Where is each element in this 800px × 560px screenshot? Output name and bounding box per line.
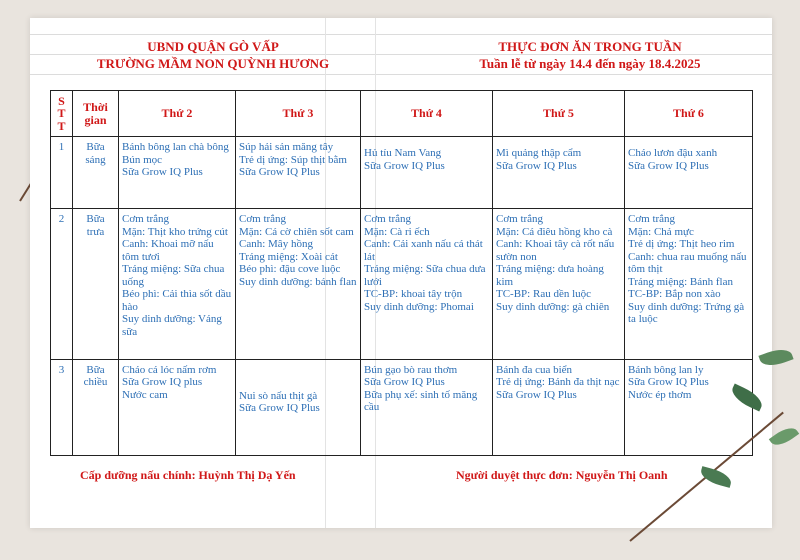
menu-item: Bữa phụ xế: sinh tố măng cầu bbox=[364, 388, 478, 414]
menu-approver: Người duyệt thực đơn: Nguyễn Thị Oanh bbox=[456, 468, 668, 482]
menu-cell bbox=[361, 137, 493, 209]
district-name: UBND QUẬN GÒ VẤP bbox=[147, 39, 279, 54]
menu-item: Béo phì: đậu cove luộc bbox=[239, 263, 341, 276]
menu-item: Mặn: Thịt kho trứng cút bbox=[122, 225, 228, 238]
menu-cell bbox=[361, 209, 493, 359]
menu-item: Sữa Grow IQ Plus bbox=[239, 402, 320, 415]
menu-item: Cháo lươn đậu xanh bbox=[628, 147, 718, 160]
menu-cell bbox=[236, 137, 361, 209]
menu-item: Sữa Grow IQ Plus bbox=[364, 376, 445, 389]
menu-item: Cơm trắng bbox=[122, 213, 170, 226]
menu-item: Sữa Grow IQ Plus bbox=[628, 376, 709, 389]
menu-item: Bún gạo bò rau thơm bbox=[364, 363, 458, 376]
header-day: Thứ 3 bbox=[236, 91, 361, 137]
menu-item: Sữa Grow IQ Plus bbox=[364, 159, 445, 172]
header-day: Thứ 5 bbox=[493, 91, 625, 137]
menu-item: Canh: chua rau muống nấu tôm thịt bbox=[628, 250, 747, 276]
menu-item: Cơm trắng bbox=[496, 213, 544, 226]
menu-item: Cháo cá lóc nấm rơm bbox=[122, 363, 217, 376]
menu-item: Canh: Khoai mỡ nấu tôm tươi bbox=[122, 238, 214, 263]
menu-cell bbox=[119, 137, 236, 209]
menu-item: Trẻ dị ứng: Thịt heo rim bbox=[628, 238, 735, 251]
menu-cell bbox=[625, 137, 753, 209]
row-number: 3 bbox=[51, 359, 73, 455]
menu-item: Sữa Grow IQ Plus bbox=[239, 166, 320, 179]
menu-item: Suy dinh dưỡng: Váng sữa bbox=[122, 313, 222, 338]
menu-item: Canh: Cải xanh nấu cá thát lát bbox=[364, 238, 483, 263]
row-number: 1 bbox=[51, 137, 73, 209]
menu-title: THỰC ĐƠN ĂN TRONG TUẦN bbox=[498, 39, 682, 54]
menu-item: Cơm trắng bbox=[628, 213, 676, 226]
menu-item: Bánh bông lan ly bbox=[628, 363, 704, 376]
menu-item: Mặn: Cá cờ chiên sốt cam bbox=[239, 225, 354, 238]
menu-item: TC-BP: Rau dền luộc bbox=[496, 288, 592, 301]
chief-cook: Cấp dưỡng nấu chính: Huỳnh Thị Dạ Yến bbox=[80, 468, 296, 482]
menu-item: Hủ tíu Nam Vang bbox=[364, 147, 442, 160]
menu-item: Mì quảng thập cẩm bbox=[496, 147, 582, 160]
menu-item: Bánh đa cua biển bbox=[496, 363, 573, 376]
header-day: Thứ 4 bbox=[361, 91, 493, 137]
menu-item: Trẻ dị ứng: Súp thịt bằm bbox=[239, 153, 347, 166]
menu-item: Cơm trắng bbox=[239, 213, 287, 226]
menu-item: Cơm trắng bbox=[364, 213, 412, 226]
menu-cell bbox=[119, 359, 236, 455]
menu-item: Nui sò nấu thịt gà bbox=[239, 389, 318, 402]
menu-item: TC-BP: Bắp non xào bbox=[628, 288, 721, 301]
menu-item: Tráng miệng: Bánh flan bbox=[628, 275, 733, 288]
menu-item: Suy dinh dưỡng: gà chiên bbox=[496, 300, 610, 313]
table-header-row bbox=[51, 91, 753, 137]
menu-item: Sữa Grow IQ Plus bbox=[496, 159, 577, 172]
menu-item: Sữa Grow IQ Plus bbox=[628, 159, 709, 172]
meal-name: Bữa trưa bbox=[73, 209, 119, 359]
school-header bbox=[78, 38, 348, 72]
menu-item: Tráng miệng: Xoài cát bbox=[239, 250, 338, 263]
menu-item: Canh: Mây hồng bbox=[239, 238, 313, 251]
menu-item: Sữa Grow IQ plus bbox=[122, 376, 203, 389]
school-name: TRƯỜNG MẦM NON QUỲNH HƯƠNG bbox=[96, 56, 330, 71]
header-day: Thứ 2 bbox=[119, 91, 236, 137]
menu-item: Mặn: Cà ri ếch bbox=[364, 225, 430, 238]
menu-item: Suy dinh dưỡng: Phomai bbox=[364, 300, 474, 313]
menu-cell bbox=[119, 209, 236, 359]
menu-item: Sữa Grow IQ Plus bbox=[122, 166, 203, 179]
menu-item: Bún mọc bbox=[122, 153, 163, 166]
menu-item: Tráng miệng: dưa hoàng kim bbox=[496, 263, 604, 288]
menu-item: Suy dinh dưỡng: bánh flan bbox=[239, 275, 357, 288]
header-stt: S T T bbox=[51, 91, 73, 137]
menu-item: Béo phì: Cải thìa sốt dầu hào bbox=[122, 288, 232, 313]
menu-cell bbox=[493, 137, 625, 209]
meal-name: Bữa chiều bbox=[73, 359, 119, 455]
table-row bbox=[51, 137, 753, 209]
menu-item: Tráng miệng: Sữa chua dưa lưới bbox=[364, 263, 486, 288]
menu-item: Mặn: Cá điêu hồng kho cà bbox=[496, 225, 613, 238]
menu-item: Nước ép thơm bbox=[628, 388, 692, 401]
menu-item: Trẻ dị ứng: Bánh đa thịt nạc bbox=[496, 376, 620, 389]
menu-item: Sữa Grow IQ Plus bbox=[496, 388, 577, 401]
menu-item: Súp hải sản măng tây bbox=[239, 141, 334, 154]
menu-item: Nước cam bbox=[122, 388, 168, 401]
menu-item: Tráng miệng: Sữa chua uống bbox=[122, 263, 225, 288]
menu-item: Canh: Khoai tây cà rốt nấu sườn non bbox=[496, 238, 615, 263]
menu-item: Bánh bông lan chà bông bbox=[122, 141, 229, 154]
menu-header bbox=[430, 38, 750, 72]
row-number: 2 bbox=[51, 209, 73, 359]
menu-item: Mặn: Chả mực bbox=[628, 225, 694, 238]
menu-item: TC-BP: khoai tây trộn bbox=[364, 288, 463, 301]
header-day: Thứ 6 bbox=[625, 91, 753, 137]
decorative-branch-right bbox=[600, 330, 800, 560]
menu-cell bbox=[236, 209, 361, 359]
header-time: Thời gian bbox=[73, 91, 119, 137]
menu-cell bbox=[236, 359, 361, 455]
meal-name: Bữa sáng bbox=[73, 137, 119, 209]
menu-cell bbox=[361, 359, 493, 455]
week-range: Tuần lễ từ ngày 14.4 đến ngày 18.4.2025 bbox=[479, 56, 701, 71]
menu-item: Suy dinh dưỡng: Trứng gà ta luộc bbox=[628, 300, 745, 326]
